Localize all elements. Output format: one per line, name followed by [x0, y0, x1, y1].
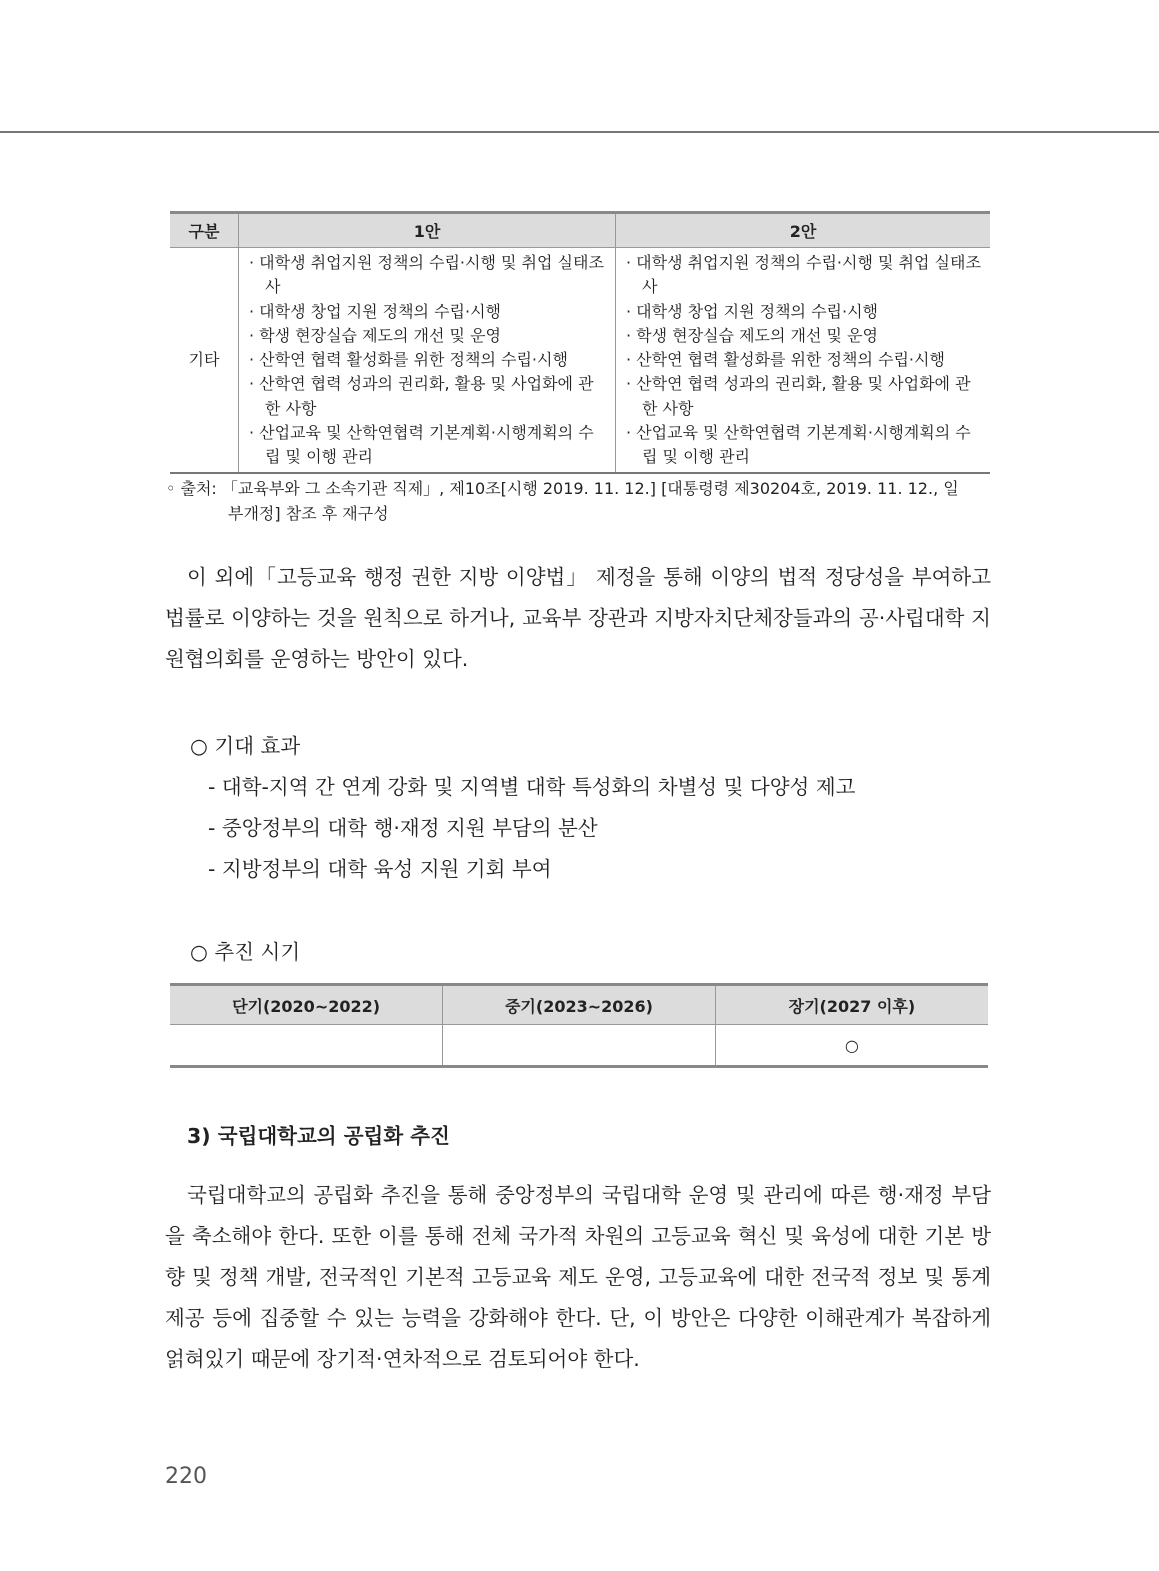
- list-item: · 대학생 취업지원 정책의 수립·시행 및 취업 실태조사: [249, 251, 607, 300]
- list-item: · 학생 현장실습 제도의 개선 및 운영: [626, 324, 982, 348]
- table-row: [170, 1025, 988, 1067]
- list-item: · 산업교육 및 산학연협력 기본계획·시행계획의 수립 및 이행 관리: [249, 421, 607, 470]
- paragraph-text: 이 외에「고등교육 행정 권한 지방 이양법」 제정을 통해 이양의 법적 정당성을 부여하고 법률로 이양하는 것을 원칙으로 하거나, 교육부 장관과 지방자치단체장들과의 공·사립대학 지원협의회를 운영하는 방안이 있다.: [165, 565, 991, 671]
- paragraph-text: 국립대학교의 공립화 추진을 통해 중앙정부의 국립대학 운영 및 관리에 따른 행·재정 부담을 축소해야 한다. 또한 이를 통해 전체 국가적 차원의 고등교육 혁신 및 육성에 대한 기본 방향 및 정책 개발, 전국적인 기본적 고등교육 제도 운영, 고등교육에 대한 전국적 정보 및 통계 제공 등에 집중할 수 있는 능력을 강화해야 한다. 단, 이 방안은 다양한 이해관계가 복잡하게 얽혀있기 때문에 장기적·연차적으로 검토되어야 한다.: [165, 1183, 991, 1371]
- timing-table: [170, 983, 988, 1068]
- effect-item: - 대학-지역 간 연계 강화 및 지역별 대학 특성화의 차별성 및 다양성 제고: [208, 775, 856, 799]
- body-paragraph-1: [165, 557, 991, 680]
- header-category: 구분: [170, 213, 239, 248]
- list-item: · 대학생 창업 지원 정책의 수립·시행: [626, 300, 982, 324]
- source-line-1: ◦ 출처: 「교육부와 그 소속기관 직제」, 제10조[시행 2019. 11. 12.] [대통령령 제30204호, 2019. 11. 12., 일: [166, 479, 959, 498]
- option-1-cell: [239, 248, 616, 473]
- section-heading: 3) 국립대학교의 공립화 추진: [187, 1124, 450, 1148]
- list-item: · 학생 현장실습 제도의 개선 및 운영: [249, 324, 607, 348]
- table-row: [170, 248, 990, 473]
- short-term-cell: [170, 1025, 443, 1067]
- list-item: · 산학연 협력 성과의 권리화, 활용 및 사업화에 관한 사항: [249, 372, 607, 421]
- table-source-note: [166, 476, 992, 526]
- list-item: · 대학생 창업 지원 정책의 수립·시행: [249, 300, 607, 324]
- header-short-term: 단기(2020~2022): [170, 985, 443, 1025]
- page-number: 220: [165, 1464, 207, 1489]
- timing-heading: ○ 추진 시기: [190, 940, 301, 964]
- list-item: · 산업교육 및 산학연협력 기본계획·시행계획의 수립 및 이행 관리: [626, 421, 982, 470]
- effect-item: - 지방정부의 대학 육성 지원 기회 부여: [208, 857, 552, 881]
- effects-heading: ○ 기대 효과: [190, 734, 301, 758]
- header-rule: [0, 131, 1159, 133]
- mid-term-cell: [443, 1025, 716, 1067]
- list-item: · 대학생 취업지원 정책의 수립·시행 및 취업 실태조사: [626, 251, 982, 300]
- list-item: · 산학연 협력 활성화를 위한 정책의 수립·시행: [626, 348, 982, 372]
- long-term-cell: ○: [715, 1025, 988, 1067]
- body-paragraph-2: [165, 1175, 991, 1380]
- option-2-cell: [616, 248, 991, 473]
- header-option-2: 2안: [616, 213, 991, 248]
- responsibility-table: [170, 211, 990, 474]
- category-cell: 기타: [170, 248, 239, 473]
- source-line-2: 부개정] 참조 후 재구성: [228, 504, 389, 523]
- list-item: · 산학연 협력 활성화를 위한 정책의 수립·시행: [249, 348, 607, 372]
- effect-item: - 중앙정부의 대학 행·재정 지원 부담의 분산: [208, 816, 598, 840]
- header-mid-term: 중기(2023~2026): [443, 985, 716, 1025]
- header-option-1: 1안: [239, 213, 616, 248]
- list-item: · 산학연 협력 성과의 권리화, 활용 및 사업화에 관한 사항: [626, 372, 982, 421]
- header-long-term: 장기(2027 이후): [715, 985, 988, 1025]
